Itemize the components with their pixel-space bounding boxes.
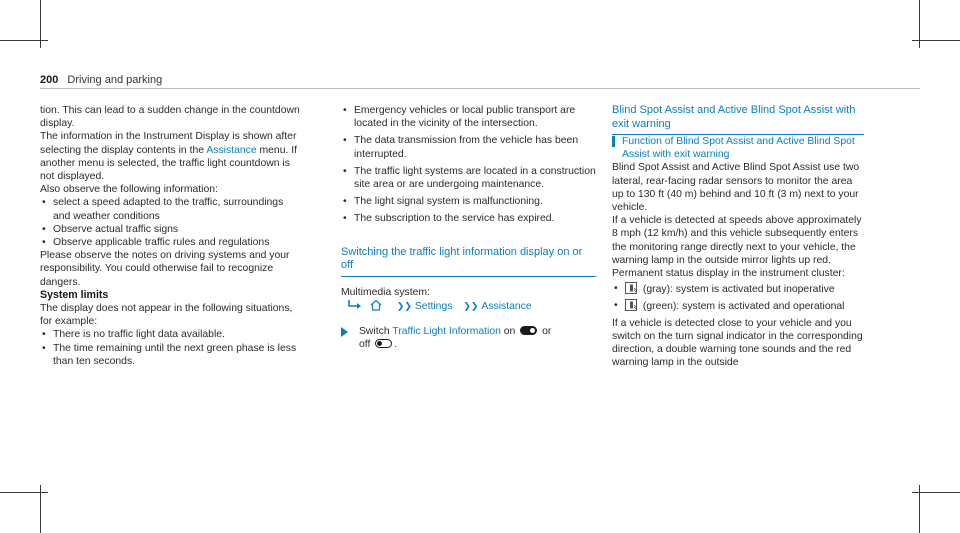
list-item: • Emergency vehicles or local public transport are located in the vicinity of the intersection.	[341, 104, 596, 130]
list-item: • (gray): system is activated but inoperative	[612, 282, 864, 296]
list-item: • The time remaining until the next green phase is less than ten seconds.	[40, 342, 302, 368]
paragraph: Please observe the notes on driving systems and your responsibility. You could otherwise fail to recognize dangers.	[40, 250, 290, 288]
paragraph: The display does not appear in the following situations, for example:	[40, 303, 293, 328]
crop-mark	[0, 492, 48, 493]
crop-mark	[912, 40, 960, 41]
paragraph: If a vehicle is detected close to your vehicle and you switch on the turn signal indicator in the corresponding direction, a double warning tone sounds and the red warning lamp in the outside	[612, 317, 863, 369]
multimedia-label: Multimedia system:	[341, 286, 430, 298]
assistance-menu-link[interactable]: Assistance	[481, 300, 532, 312]
page-header	[40, 74, 162, 86]
column-middle	[341, 104, 596, 351]
list-item: • The traffic light systems are located in a construction site area or are undergoing maintenance.	[341, 165, 596, 191]
header-divider	[40, 88, 920, 89]
page-number: 200	[40, 74, 59, 86]
bullet-list	[612, 282, 864, 313]
paragraph: Blind Spot Assist and Active Blind Spot Assist use two lateral, rear-facing radar sensors to monitor the area up to 130 ft (40 m) behind and 10 ft (3 m) next to your vehicle.	[612, 162, 860, 214]
switching-display-heading: Switching the traffic light information display on or off	[341, 246, 596, 277]
system-limits-heading: System limits	[40, 288, 109, 301]
chevron-double-right-icon: ❯❯	[396, 300, 412, 311]
paragraph: Permanent status display in the instrument cluster:	[612, 268, 845, 280]
blind-spot-status-icon	[625, 299, 637, 311]
action-arrow-icon	[341, 327, 348, 337]
list-item: • The subscription to the service has expired.	[341, 212, 596, 225]
blind-spot-status-icon	[625, 282, 637, 294]
settings-menu-link[interactable]: Settings	[414, 300, 453, 312]
home-icon[interactable]	[370, 299, 382, 311]
bullet-list	[40, 328, 302, 368]
list-item: • Observe actual traffic signs	[40, 223, 302, 236]
section-title: Driving and parking	[67, 74, 163, 86]
column-left	[40, 104, 302, 368]
bullet-list	[40, 196, 302, 249]
list-item: • Observe applicable traffic rules and regulations	[40, 236, 302, 249]
paragraph: tion. This can lead to a sudden change in the countdown display.	[40, 105, 300, 130]
toggle-on-icon	[520, 326, 537, 335]
action-step: Switch Traffic Light Information on or off .	[341, 325, 596, 351]
list-item: • (green): system is activated and operational	[612, 299, 864, 313]
assistance-menu-link[interactable]: Assistance	[206, 144, 257, 156]
path-arrow-icon	[347, 300, 363, 310]
list-item: • The light signal system is malfunctioning.	[341, 195, 596, 208]
paragraph: If a vehicle is detected at speeds above approximately 8 mph (12 km/h) and this vehicle subsequently enters the monitoring range directly next to your vehicle, the warning lamp in the outside mirror lights up red.	[612, 215, 862, 266]
list-item: • select a speed adapted to the traffic, surroundings and weather conditions	[40, 196, 302, 222]
toggle-off-icon	[375, 339, 392, 348]
traffic-light-information-link[interactable]: Traffic Light Information	[392, 326, 501, 338]
menu-path	[341, 299, 596, 313]
paragraph: Also observe the following information:	[40, 184, 218, 196]
list-item: • There is no traffic light data available.	[40, 328, 302, 341]
crop-mark	[912, 492, 960, 493]
blind-spot-assist-heading: Blind Spot Assist and Active Blind Spot Assist with exit warning	[612, 104, 864, 135]
list-item: • The data transmission from the vehicle has been interrupted.	[341, 134, 596, 160]
crop-mark	[0, 40, 48, 41]
function-subheading: Function of Blind Spot Assist and Active Blind Spot Assist with exit warning	[612, 135, 864, 161]
paragraph: The information in the Instrument Display is shown after selecting the display contents in the Assistance menu. If another menu is selected, the traffic light countdown is not displayed.	[40, 131, 298, 183]
column-right	[612, 104, 864, 369]
bullet-list	[341, 104, 596, 226]
chevron-double-right-icon: ❯❯	[463, 300, 479, 311]
